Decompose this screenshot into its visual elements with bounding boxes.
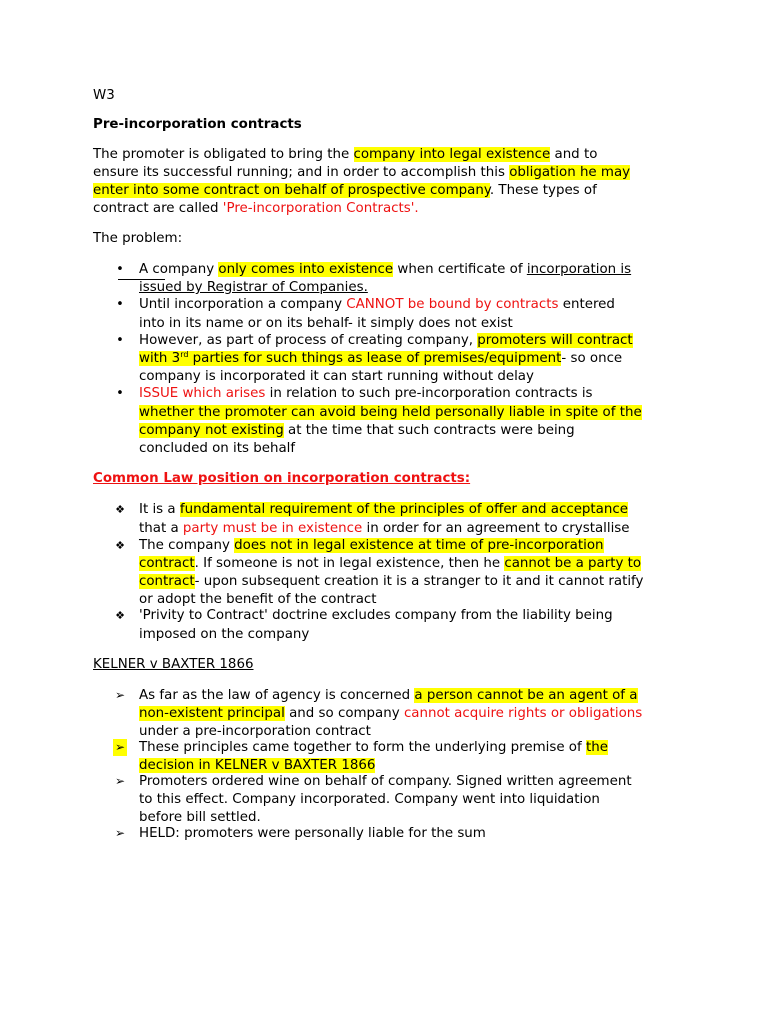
problem-heading: The problem:	[93, 231, 183, 246]
list-item-continued: to this effect. Company incorporated. Company went into liquidation	[139, 792, 600, 807]
list-item: ISSUE which arises in relation to such pre-incorporation contracts is	[139, 386, 593, 401]
section-heading: Common Law position on incorporation contracts:	[93, 471, 471, 486]
list-item-continued: contract- upon subsequent creation it is a stranger to it and it cannot ratify	[139, 574, 644, 589]
list-item-continued: concluded on its behalf	[139, 441, 296, 456]
list-item-continued: whether the promoter can avoid being held personally liable in spite of the	[139, 405, 642, 420]
list-item-continued: decision in KELNER v BAXTER 1866	[139, 758, 376, 773]
list-item: As far as the law of agency is concerned a person cannot be an agent of a	[139, 688, 638, 703]
list-item-continued: contract. If someone is not in legal existence, then he cannot be a party to	[139, 556, 642, 571]
list-item-continued: company is incorporated it can start running without delay	[139, 369, 534, 384]
list-item-continued: or adopt the benefit of the contract	[139, 592, 377, 607]
intro-line: ensure its successful running; and in order to accomplish this obligation he may	[93, 165, 631, 180]
arrow-bullet-icon: ➢	[114, 774, 126, 788]
intro-line: contract are called 'Pre-incorporation Contracts'.	[93, 201, 419, 216]
bullet-underline	[118, 279, 165, 280]
list-item-continued: issued by Registrar of Companies.	[139, 280, 368, 295]
diamond-bullet-icon: ❖	[115, 539, 125, 552]
doc-title: Pre-incorporation contracts	[93, 117, 302, 132]
list-item-continued: imposed on the company	[139, 627, 310, 642]
arrow-bullet-icon: ➢	[114, 740, 126, 754]
list-item: However, as part of process of creating company, promoters will contract	[139, 333, 633, 348]
list-item-continued: before bill settled.	[139, 810, 261, 825]
intro-line: The promoter is obligated to bring the company into legal existence and to	[93, 147, 598, 162]
list-item: Promoters ordered wine on behalf of company. Signed written agreement	[139, 774, 632, 789]
bullet-icon: •	[116, 333, 124, 348]
case-heading: KELNER v BAXTER 1866	[93, 657, 254, 672]
diamond-bullet-icon: ❖	[115, 503, 125, 516]
list-item-continued: company not existing at the time that such contracts were being	[139, 423, 575, 438]
bullet-icon: •	[116, 297, 124, 312]
list-item: It is a fundamental requirement of the principles of offer and acceptance	[139, 502, 628, 517]
diamond-bullet-icon: ❖	[115, 609, 125, 622]
bullet-icon: •	[116, 262, 124, 277]
list-item: HELD: promoters were personally liable for the sum	[139, 826, 486, 841]
list-item-continued: with 3rd parties for such things as lease of premises/equipment- so once	[139, 350, 623, 366]
list-item: The company does not in legal existence at time of pre-incorporation	[139, 538, 604, 553]
list-item: Until incorporation a company CANNOT be bound by contracts entered	[139, 297, 615, 312]
list-item: These principles came together to form the underlying premise of the	[139, 740, 608, 755]
list-item-continued: into in its name or on its behalf- it simply does not exist	[139, 316, 513, 331]
list-item-continued: non-existent principal and so company cannot acquire rights or obligations	[139, 706, 643, 721]
arrow-bullet-icon: ➢	[114, 826, 126, 840]
list-item: A company only comes into existence when certificate of incorporation is	[139, 262, 632, 277]
doc-label: W3	[93, 88, 115, 103]
list-item-continued: that a party must be in existence in order for an agreement to crystallise	[139, 521, 630, 536]
list-item: 'Privity to Contract' doctrine excludes company from the liability being	[139, 608, 613, 623]
intro-line: enter into some contract on behalf of prospective company. These types of	[93, 183, 597, 198]
arrow-bullet-icon: ➢	[114, 688, 126, 702]
bullet-icon: •	[116, 386, 124, 401]
list-item-continued: under a pre-incorporation contract	[139, 724, 371, 739]
